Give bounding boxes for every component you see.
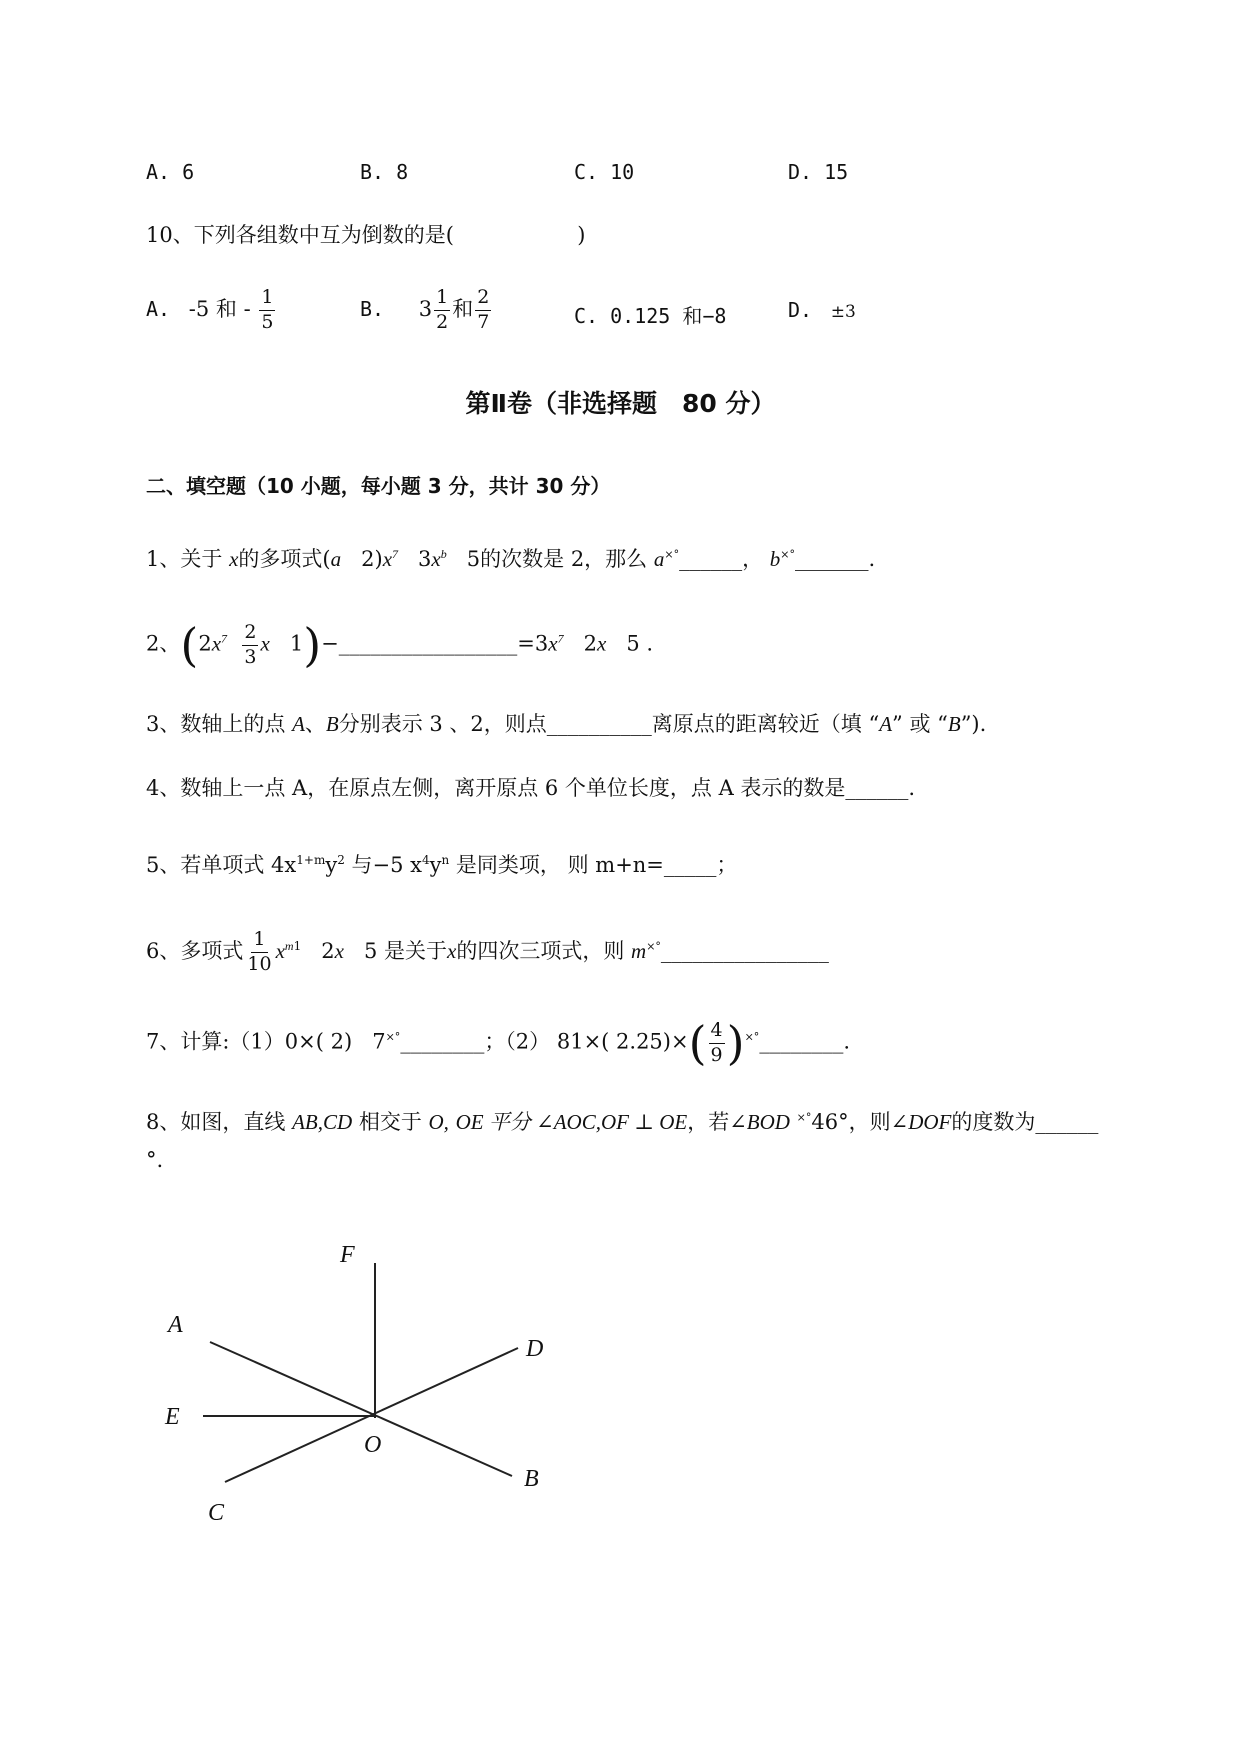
q8-bod: ∠BOD xyxy=(729,1110,790,1134)
q2-x1: x xyxy=(211,631,222,656)
q7-t3: ( 2.25)× xyxy=(601,1029,689,1054)
q9-option-d: D. 15 xyxy=(788,160,849,184)
q6-t3: 5 是关于 xyxy=(363,938,448,963)
q1-blank1: ______， xyxy=(679,547,764,571)
q2-t1: 2 xyxy=(198,631,212,656)
q1-mid: 的多项式( xyxy=(238,547,331,571)
q7-open-paren: ( xyxy=(688,1016,707,1070)
label-e: E xyxy=(165,1404,180,1430)
part2-title: 第Ⅱ卷（非选择题 80 分） xyxy=(465,389,776,418)
q5-mid1: y xyxy=(325,853,338,877)
line-ab xyxy=(210,1342,512,1476)
q1-a1: a xyxy=(330,547,342,571)
q6-x3: x xyxy=(447,938,457,963)
q6-t2: 2 xyxy=(321,938,335,963)
q8-end: 的度数为______ xyxy=(951,1110,1099,1134)
q7-blank1: ________；（2） 81× xyxy=(400,1029,602,1054)
q7-num: 4 xyxy=(709,1021,725,1044)
q2-num: 2 xyxy=(242,623,258,646)
q8-ab-cd: AB,CD xyxy=(292,1110,353,1134)
q6-x2: x xyxy=(334,938,344,963)
q10-b-prefix: B. xyxy=(360,296,385,321)
q10-b-den: 2 xyxy=(436,310,449,333)
q1-x2: x xyxy=(382,547,393,571)
q1-blank2: _______. xyxy=(795,547,876,571)
q3-mid: 分别表示 3 、2，则点__________离原点的距离较近（填 “ xyxy=(338,712,880,736)
q6-num: 1 xyxy=(251,930,267,953)
q2-pre: 2、 xyxy=(146,631,181,656)
label-o: O xyxy=(364,1432,382,1458)
q2-x2: x xyxy=(260,631,270,656)
q10-b-whole: 3 xyxy=(418,296,433,321)
q2-x3: x xyxy=(548,631,558,656)
q5-end: 是同类项， 则 m+n=_____； xyxy=(449,853,738,877)
q6-blank: ________________ xyxy=(660,938,829,963)
q3-B2: B xyxy=(947,712,961,736)
q7-close-paren: ) xyxy=(726,1016,745,1070)
q10-b-num2: 2 xyxy=(475,288,491,311)
q7-pre: 7、计算:（1）0× xyxy=(146,1029,316,1054)
q8-o: O, xyxy=(428,1110,449,1134)
q8-mid1: 相交于 xyxy=(358,1110,422,1134)
q9-option-a: A. 6 xyxy=(146,160,195,184)
q7-mark2: ×° xyxy=(744,1030,760,1044)
q2-exp2: 7 xyxy=(557,631,564,646)
q1-mark2: ×° xyxy=(780,548,795,561)
q5-mid3: y xyxy=(429,853,442,877)
q9-option-c: C. 10 xyxy=(574,160,635,184)
q1-t5: 5的次数是 2，那么 xyxy=(466,547,648,571)
q8-pre: 8、如图，直线 xyxy=(146,1110,286,1134)
q2-close-paren: ) xyxy=(303,618,322,672)
q8-val: 46° xyxy=(811,1110,849,1134)
q8-oe-aoc: OE 平分 ∠AOC,OF ⊥ OE xyxy=(455,1110,688,1134)
q1-p2: 2) xyxy=(361,547,383,571)
q8-mark: ×° xyxy=(796,1111,812,1124)
q1-t3: 3 xyxy=(418,547,432,571)
q10-d-prefix: D. xyxy=(788,298,813,322)
q10-a-num: 1 xyxy=(259,288,275,311)
q5-exp3: 4 xyxy=(422,853,430,867)
q5-mid2: 与−5 x xyxy=(344,853,422,877)
section2-heading: 二、填空题（10 小题，每小题 3 分，共计 30 分） xyxy=(146,474,611,498)
q3-A: A xyxy=(292,712,305,736)
q10-prompt-text: 10、下列各组数中互为倒数的是( xyxy=(146,223,454,247)
q5-pre: 5、若单项式 4x xyxy=(146,853,297,877)
q8-line2: °. xyxy=(146,1148,164,1172)
q10-b-mid: 和 xyxy=(452,296,474,321)
q9-option-b: B. 8 xyxy=(360,160,409,184)
q5-exp1: 1+m xyxy=(296,853,326,867)
q2-t4: 5 . xyxy=(626,631,654,656)
q3-sep: 、 xyxy=(304,712,326,736)
q1-x3: x xyxy=(431,547,441,571)
label-b: B xyxy=(524,1466,539,1492)
q10-a-den: 5 xyxy=(261,310,274,333)
label-c: C xyxy=(208,1500,225,1526)
q7-t1: ( 2) xyxy=(315,1029,353,1054)
q4-line: 4、数轴上一点 A，在原点左侧，离开原点 6 个单位长度，点 A 表示的数是______. xyxy=(146,776,916,800)
q1-a2: a xyxy=(653,547,665,571)
label-a: A xyxy=(168,1312,183,1338)
q3-end: ”). xyxy=(960,712,987,736)
label-f: F xyxy=(340,1242,355,1268)
q6-t1: 1 xyxy=(293,938,302,953)
q10-a-prefix: A. xyxy=(146,296,171,321)
q1-x: x xyxy=(229,547,239,571)
q2-x4: x xyxy=(596,631,607,656)
q2-t3: 2 xyxy=(583,631,597,656)
q6-x1: x xyxy=(275,938,285,963)
q3-pre: 3、数轴上的点 xyxy=(146,712,286,736)
q10-d-text: ±3 xyxy=(830,302,856,322)
q10-close-paren: ) xyxy=(577,223,586,247)
q6-exp1: m xyxy=(284,938,294,953)
q7-den: 9 xyxy=(710,1043,723,1066)
q10-b-den2: 7 xyxy=(477,310,490,333)
q10-a-text: -5 和 - xyxy=(188,296,251,321)
q1-exp1: 7 xyxy=(392,547,399,561)
q2-blank: −_________________=3 xyxy=(321,631,549,656)
q7-mark1: ×° xyxy=(385,1030,401,1044)
q10-b-num: 1 xyxy=(434,288,450,311)
q6-den: 10 xyxy=(247,952,272,975)
q1-mark1: ×° xyxy=(664,548,680,561)
q3-mid2: ” 或 “ xyxy=(892,712,948,736)
q5-exp4: n xyxy=(441,853,450,867)
q7-blank2: ________. xyxy=(759,1029,850,1054)
q2-den: 3 xyxy=(244,645,257,668)
q3-B: B xyxy=(325,712,339,736)
q6-m: m xyxy=(631,938,647,963)
q2-t2: 1 xyxy=(289,631,304,656)
q10-option-c: C. 0.125 和−8 xyxy=(574,304,727,328)
q1-b2: b xyxy=(769,547,781,571)
q8-mid3: ，则 xyxy=(848,1110,891,1134)
q2-open-paren: ( xyxy=(180,618,199,672)
q6-pre: 6、多项式 xyxy=(146,938,244,963)
q6-t4: 的四次三项式，则 xyxy=(456,938,625,963)
q8-mid2: ，若 xyxy=(687,1110,730,1134)
q1-pre: 1、关于 xyxy=(146,547,223,571)
q5-exp2: 2 xyxy=(337,853,345,867)
label-d: D xyxy=(526,1336,544,1362)
q3-A2: A xyxy=(879,712,893,736)
q8-dof: ∠DOF xyxy=(890,1110,952,1134)
q7-t2: 7 xyxy=(372,1029,386,1054)
q6-mark: ×° xyxy=(646,939,661,953)
q1-exp2: b xyxy=(440,547,447,561)
q2-exp1: 7 xyxy=(221,631,228,646)
